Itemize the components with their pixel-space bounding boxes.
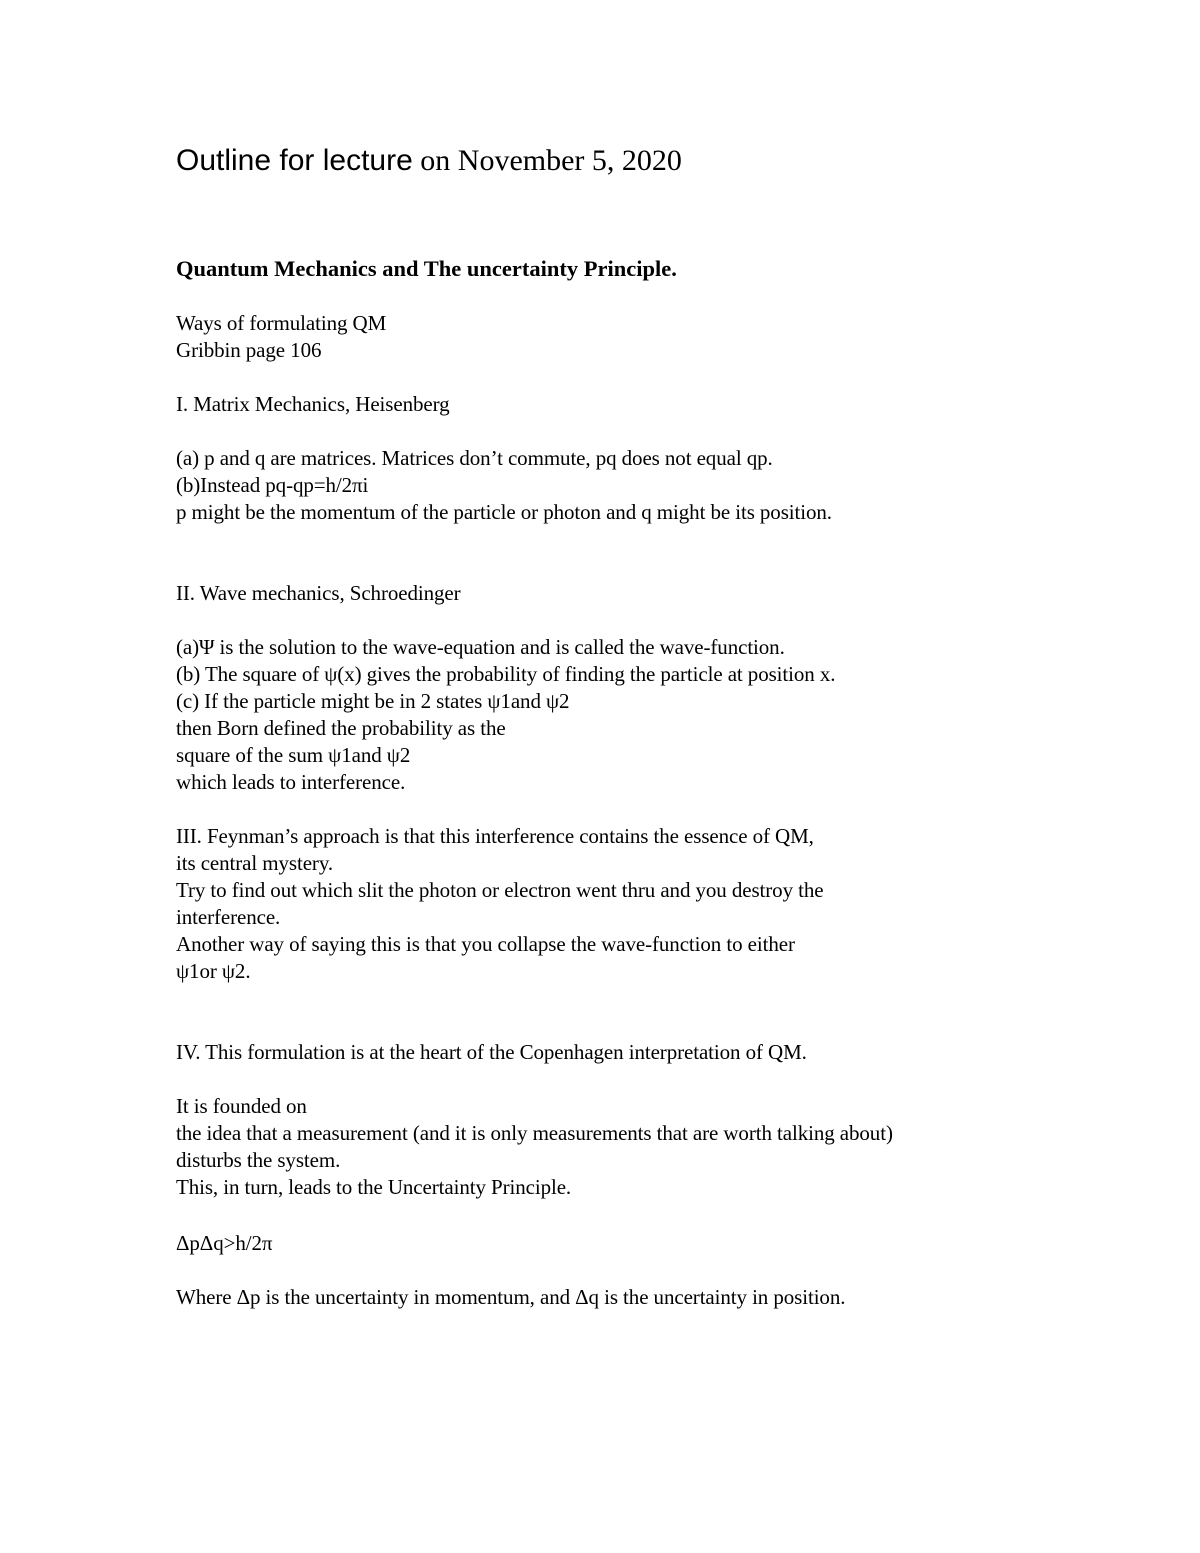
text-line: disturbs the system. bbox=[176, 1148, 341, 1172]
section-heading-wave-mechanics: II. Wave mechanics, Schroedinger bbox=[176, 581, 461, 605]
text-line: p might be the momentum of the particle or photon and q might be its position. bbox=[176, 500, 832, 524]
text-line: (a)Ψ is the solution to the wave-equation and is called the wave-function. bbox=[176, 635, 785, 659]
text-line: interference. bbox=[176, 905, 281, 929]
document-title bbox=[176, 141, 682, 181]
text-line: (a) p and q are matrices. Matrices don’t commute, pq does not equal qp. bbox=[176, 446, 773, 470]
text-line: Another way of saying this is that you collapse the wave-function to either bbox=[176, 932, 795, 956]
text-line: then Born defined the probability as the bbox=[176, 716, 506, 740]
text-line: Gribbin page 106 bbox=[176, 338, 322, 362]
text-line: Ways of formulating QM bbox=[176, 311, 387, 335]
text-line: It is founded on bbox=[176, 1094, 307, 1118]
text-line: which leads to interference. bbox=[176, 770, 406, 794]
title-text-part1: Outline for lecture bbox=[176, 144, 413, 177]
section-heading: Quantum Mechanics and The uncertainty Principle. bbox=[176, 256, 677, 281]
uncertainty-equation: ΔpΔq>h/2π bbox=[176, 1231, 273, 1255]
text-line: (c) If the particle might be in 2 states ψ1and ψ2 bbox=[176, 689, 570, 713]
text-line: the idea that a measurement (and it is only measurements that are worth talking about) bbox=[176, 1121, 893, 1145]
section-heading-feynman: III. Feynman’s approach is that this interference contains the essence of QM, bbox=[176, 824, 814, 848]
text-line: Try to find out which slit the photon or electron went thru and you destroy the bbox=[176, 878, 824, 902]
title-text-part2: on November 5, 2020 bbox=[420, 144, 682, 177]
section-heading-matrix-mechanics: I. Matrix Mechanics, Heisenberg bbox=[176, 392, 450, 416]
text-line: Where Δp is the uncertainty in momentum, and Δq is the uncertainty in position. bbox=[176, 1285, 846, 1309]
text-line: This, in turn, leads to the Uncertainty Principle. bbox=[176, 1175, 572, 1199]
section-heading-copenhagen: IV. This formulation is at the heart of the Copenhagen interpretation of QM. bbox=[176, 1040, 807, 1064]
text-line: (b) The square of ψ(x) gives the probability of finding the particle at position x. bbox=[176, 662, 836, 686]
text-line: (b)Instead pq-qp=h/2πi bbox=[176, 473, 369, 497]
text-line: square of the sum ψ1and ψ2 bbox=[176, 743, 411, 767]
text-line: its central mystery. bbox=[176, 851, 334, 875]
text-line: ψ1or ψ2. bbox=[176, 959, 251, 983]
